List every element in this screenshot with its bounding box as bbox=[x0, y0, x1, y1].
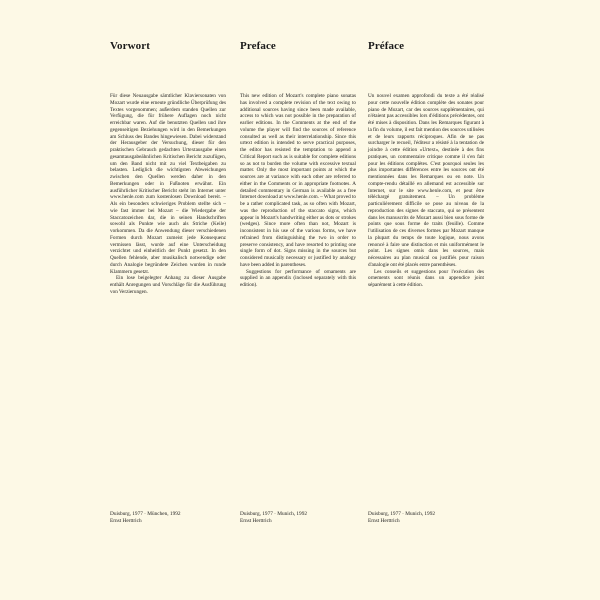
signature-french bbox=[368, 511, 435, 525]
body-english bbox=[240, 93, 356, 289]
column-german bbox=[110, 40, 226, 296]
column-english bbox=[240, 40, 356, 289]
signature-place-date: Duisburg, 1977 · München, 1992 bbox=[110, 511, 181, 517]
paragraph-french-1: Un nouvel examen approfondi du texte a été réalisé pour cette nouvelle édition complète des sonates pour piano de Mozart, car des sources supplémentaires, qui n'étaient pas accessibles lors d'éditions précédentes, ont été mises à disposition. Dans les Remarques figurant à la fin du volume, il est fait mention des sources utilisées et de leurs rapports réciproques. Afin de ne pas surcharger le recueil, l'éditeur a résisté à la tentation de joindre à cette édition «Urtext», destinée à des fins pratiques, un commentaire critique comme il s'en fait pour les éditions complètes. C'est pourquoi seules les plus importantes différences entre les sources ont été mentionnées dans les Remarques ou en note. Un compte-rendu détaillé en allemand est accessible sur Internet, sur le site www.henle.com, et peut être téléchargé gratuitement. – Un problème particulièrement difficile se pose au niveau de la reproduction des signes de staccato, qui se présentent dans les manuscrits de Mozart aussi bien sous forme de points que sous forme de traits (feuille). Comme l'utilisation de ces diverses formes par Mozart manque la plupart du temps de toute logique, nous avons renoncé à faire une distinction et mis uniformément le point. Les signes omis dans les sources, mais nécessaires au plan musical ou justifiés pour raison d'analogie ont été placés entre parenthèses. bbox=[368, 93, 484, 268]
paragraph-french-2: Les conseils et suggestions pour l'exécution des ornements sont réunis dans un appendice joint séparément à cette édition. bbox=[368, 268, 484, 288]
signature-name: Ernst Herttrich bbox=[368, 517, 400, 524]
paragraph-english-2: Suggestions for performance of ornaments are supplied in an appendix (inclosed separately with this edition). bbox=[240, 268, 356, 288]
signature-place-date: Duisburg, 1977 · Munich, 1992 bbox=[240, 511, 307, 517]
paragraph-german-2: Ein lose beigelegter Anhang zu dieser Ausgabe enthält Anregungen und Vorschläge für die Ausführung von Verzierungen. bbox=[110, 275, 226, 295]
paragraph-german-1: Für diese Neuausgabe sämtlicher Klaviersonaten von Mozart wurde eine erneute gründliche Überprüfung des Textes vorgenommen; außerdem standen Quellen zur Verfügung, die für frühere Auflagen noch nicht erreichbar waren. Auf die benutzten Quellen und ihre gegenseitigen Beziehungen wird in den Bemerkungen am Schluss des Bandes hingewiesen. Dabei widerstand der Herausgeber der Versuchung, dieser für den praktischen Gebrauch gedachten Urtextausgabe einen gesamtausgabeähnlichen Kritischen Bericht zuzufügen, um den Band nicht mit zu viel Textbeigaben zu belasten. Lediglich die wichtigsten Abweichungen zwischen den Quellen werden daher in den Bemerkungen oder in Fußnoten erwähnt. Ein ausführlicher Kritischer Bericht steht im Internet unter www.henle.com zum kostenlosen Download bereit. – Als ein besonders schwieriges Problem stellte sich – wie fast immer bei Mozart – die Wiedergabe der Staccatozeichen dar, die in seinen Handschriften sowohl als Punkte wie auch als Striche (Keile) vorkommen. Da die Anwendung dieser verschiedenen Formen durch Mozart zumeist jede Konsequenz vermissen lässt, wurde auf eine Unterscheidung verzichtet und einheitlich der Punkt gesetzt. In den Quellen fehlende, aber musikalisch notwendige oder durch Analogie begründete Zeichen wurden in runde Klammern gesetzt. bbox=[110, 93, 226, 275]
signature-german bbox=[110, 511, 181, 525]
signature-name: Ernst Herttrich bbox=[110, 517, 142, 524]
heading-preface-fr: Préface bbox=[368, 40, 405, 52]
signature-name: Ernst Herttrich bbox=[240, 517, 272, 524]
heading-vorwort: Vorwort bbox=[110, 40, 151, 52]
body-french bbox=[368, 93, 484, 289]
signature-place-date: Duisburg, 1977 · Munich, 1992 bbox=[368, 511, 435, 517]
signature-english bbox=[240, 511, 307, 525]
paragraph-english-1: This new edition of Mozart's complete piano sonatas has involved a complete revision of the text owing to additional sources having since been made available, access to which was not possible in the preparation of earlier editions. In the Comments at the end of the volume the player will find the sources of reference consulted as well as their interrelationship. Since this urtext edition is intended to serve practical purposes, the editor has resisted the temptation to append a Critical Report such as is suitable for complete editions so as not to burden the volume with excessive textual matter. Only the most important points at which the sources are at variance with each other are referred to either in the Comments or in appropriate footnotes. A detailed commentary in German is available as a free Internet download at www.henle.com. – What proved to be a rather complicated task, as so often with Mozart, was the reproduction of the staccato signs, which appear in Mozart's handwriting either as dots or strokes (wedges). Since more often than not, Mozart is inconsistent in his use of the various forms, we have refrained from distinguishing the two in order to preserve consistency, and have resorted to printing one single form of dot. Signs missing in the sources but considered musically necessary or justified by analogy have been added in parentheses. bbox=[240, 93, 356, 268]
column-french bbox=[368, 40, 484, 289]
heading-preface: Preface bbox=[240, 40, 276, 52]
body-german bbox=[110, 93, 226, 296]
